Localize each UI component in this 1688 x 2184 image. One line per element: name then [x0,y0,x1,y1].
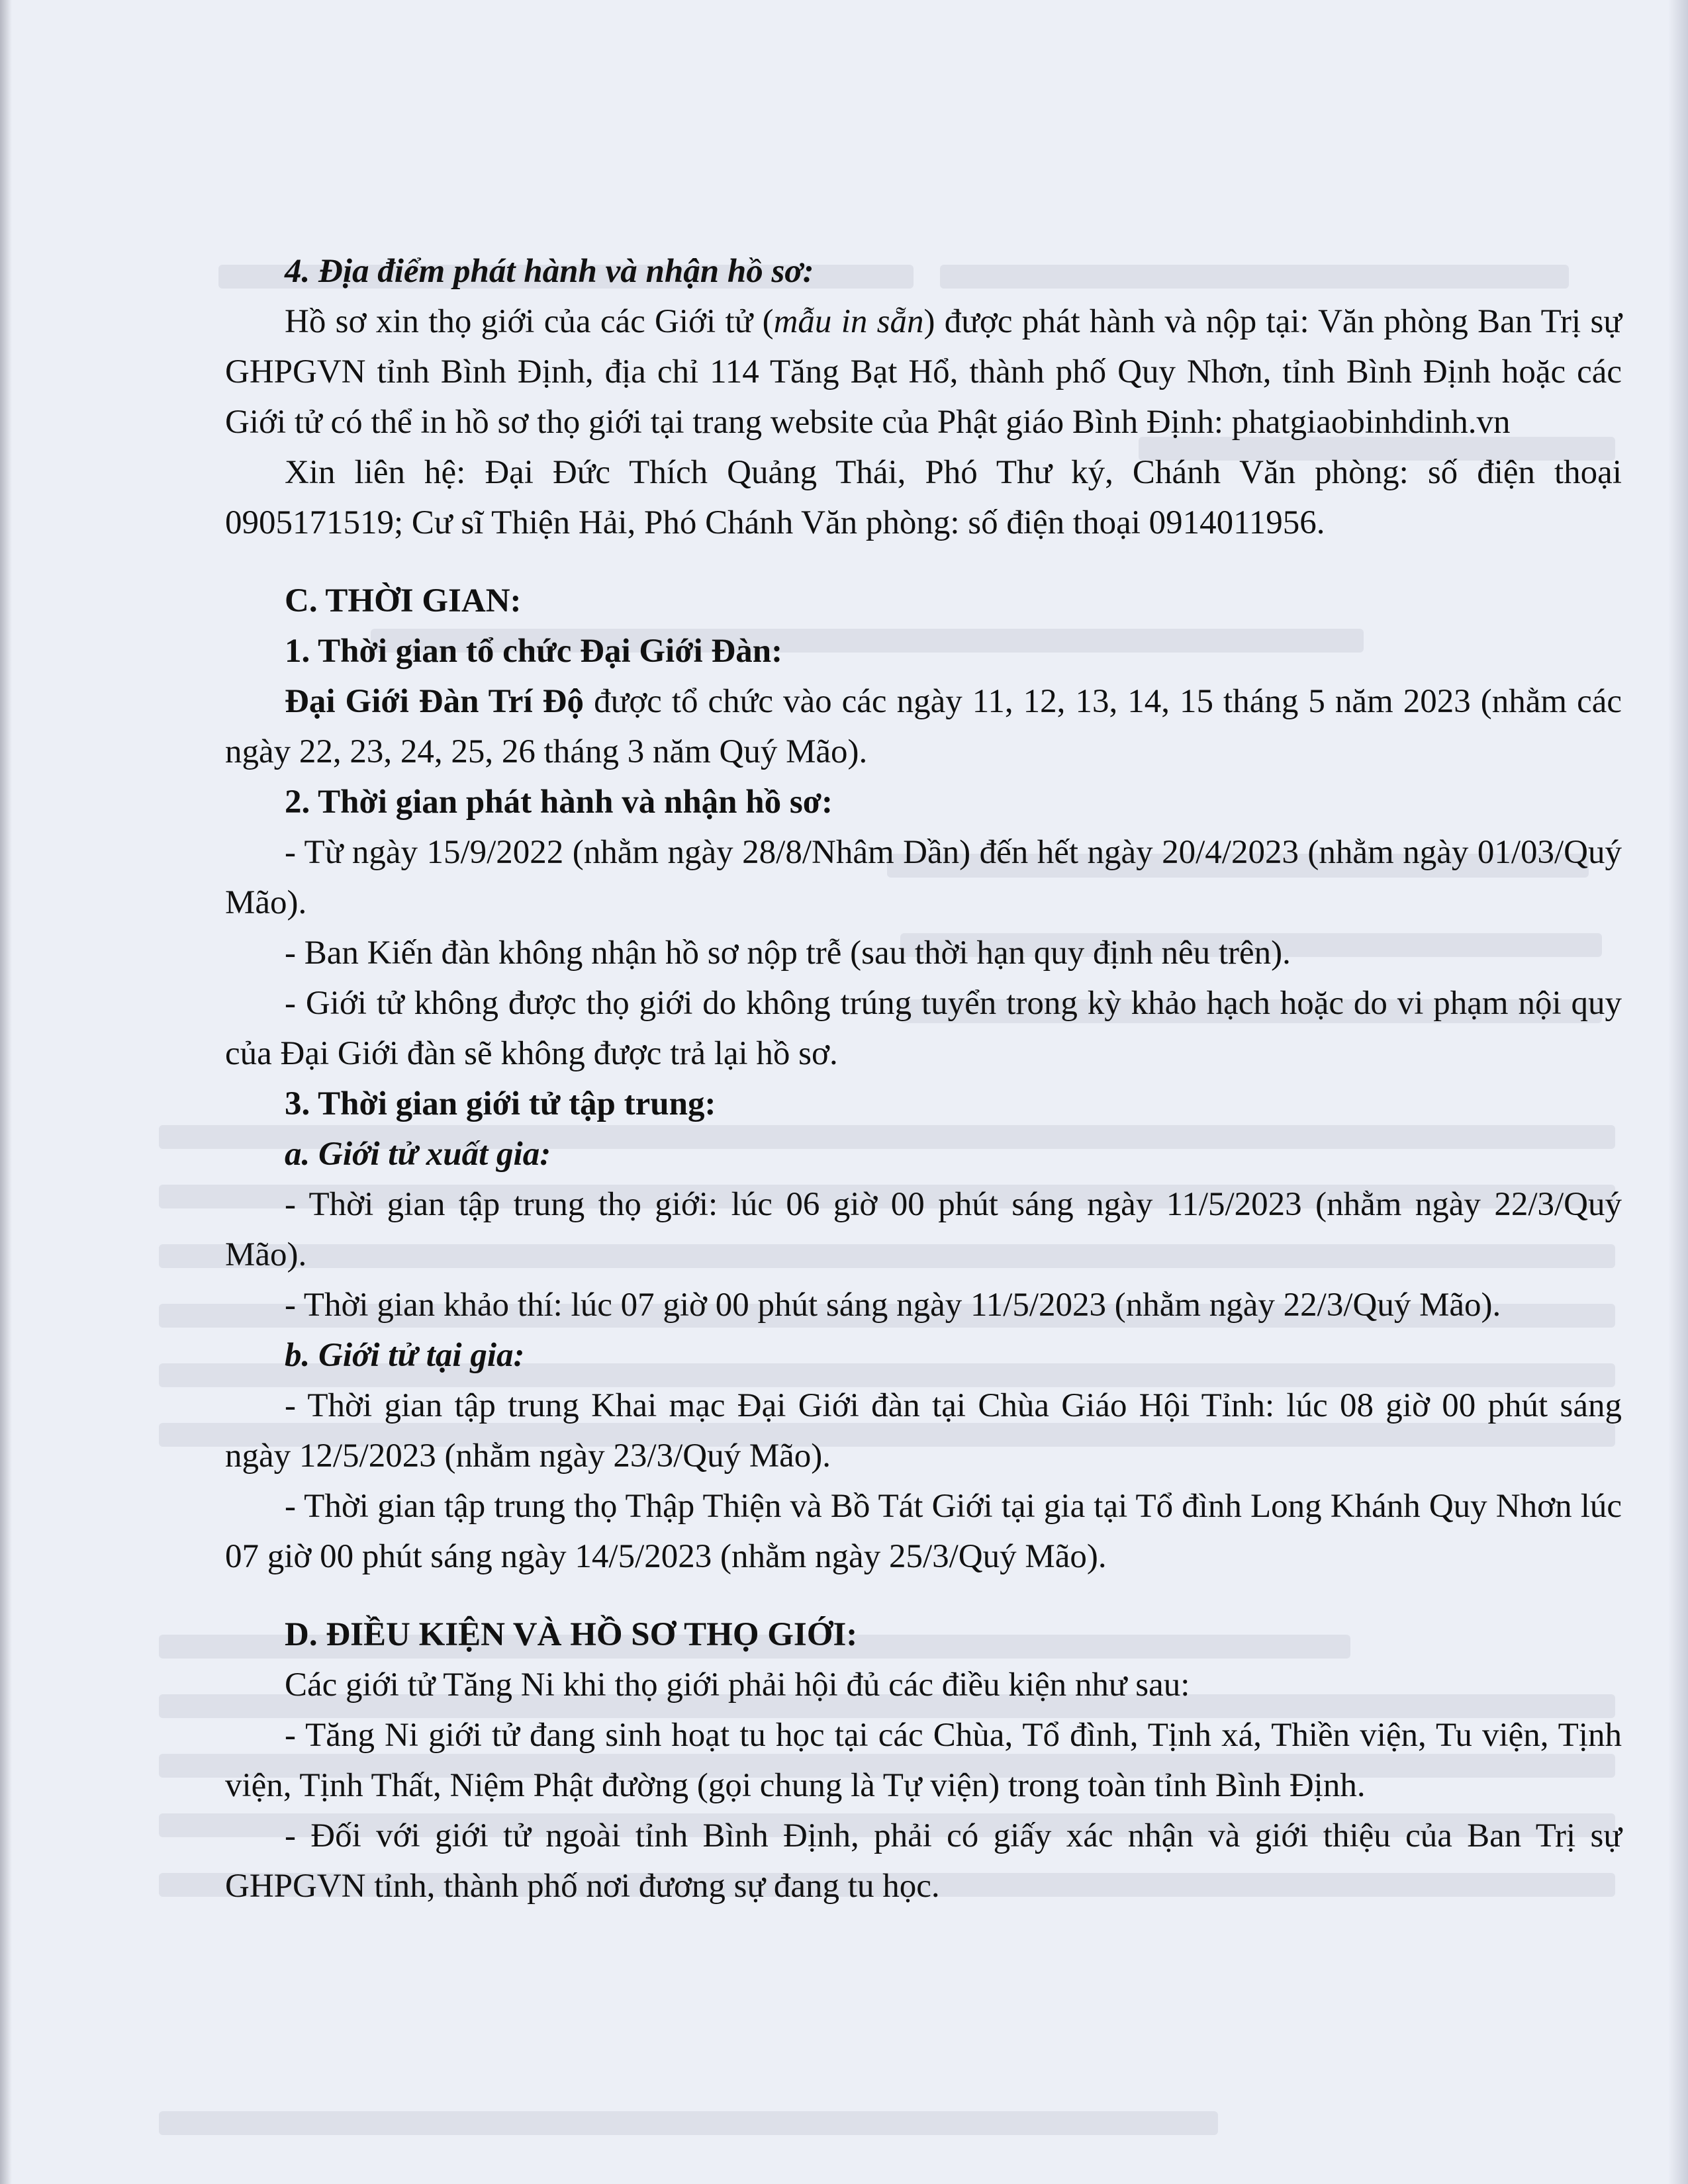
section-c-2-item: - Ban Kiến đàn không nhận hồ sơ nộp trễ (sau thời hạn quy định nêu trên). [285,934,1291,972]
section-d-title: D. ĐIỀU KIỆN VÀ HỒ SƠ THỌ GIỚI: [285,1616,858,1653]
section-c-3b-title: b. Giới tử tại gia: [285,1337,525,1374]
scan-right-edge [1668,0,1688,2184]
section-c-2-title: 2. Thời gian phát hành và nhận hồ sơ: [285,784,833,821]
section-c-title: C. THỜI GIAN: [285,582,522,619]
section-c-3b-item: - Thời gian tập trung thọ Thập Thiện và Bồ Tát Giới tại gia tại Tổ đình Long Khánh Quy Nhơn lúc 07 giờ 00 phút sáng ngày 14/5/2023 (nhằm ngày 25/3/Quý Mão). [225,1488,1622,1575]
section-d-intro: Các giới tử Tăng Ni khi thọ giới phải hội đủ các điều kiện như sau: [285,1666,1190,1704]
section-c-3-title: 3. Thời gian giới tử tập trung: [285,1085,716,1122]
section-c-1-paragraph: Đại Giới Đàn Trí Độ được tổ chức vào các ngày 11, 12, 13, 14, 15 tháng 5 năm 2023 (nhằm các ngày 22, 23, 24, 25, 26 tháng 3 năm Quý Mão). [225,683,1622,770]
event-name: Đại Giới Đàn Trí Độ [285,683,585,720]
document-body [225,246,1622,1911]
scan-left-edge [0,0,12,2184]
section-c-2-item: - Giới tử không được thọ giới do không trúng tuyển trong kỳ khảo hạch hoặc do vi phạm nội quy của Đại Giới đàn sẽ không được trả lại hồ sơ. [225,985,1622,1072]
section-c-3a-title: a. Giới tử xuất gia: [285,1136,551,1173]
section-c-3b-item: - Thời gian tập trung Khai mạc Đại Giới đàn tại Chùa Giáo Hội Tỉnh: lúc 08 giờ 00 phút sáng ngày 12/5/2023 (nhằm ngày 23/3/Quý Mão). [225,1387,1622,1475]
section-4-paragraph-1: Hồ sơ xin thọ giới của các Giới tử (mẫu in sẵn) được phát hành và nộp tại: Văn phòng Ban Trị sự GHPGVN tỉnh Bình Định, địa chỉ 114 Tăng Bạt Hổ, thành phố Quy Nhơn, tỉnh Bình Định hoặc các Giới tử có thể in hồ sơ thọ giới tại trang website của Phật giáo Bình Định: phatgiaobinhdinh.vn [225,303,1622,441]
section-d-item: - Tăng Ni giới tử đang sinh hoạt tu học tại các Chùa, Tổ đình, Tịnh xá, Thiền viện, Tu viện, Tịnh viện, Tịnh Thất, Niệm Phật đường (gọi chung là Tự viện) trong toàn tỉnh Bình Định. [225,1717,1622,1804]
section-c-1-title: 1. Thời gian tổ chức Đại Giới Đàn: [285,633,783,670]
section-4-title: 4. Địa điểm phát hành và nhận hồ sơ: [285,253,814,290]
section-d-item: - Đối với giới tử ngoài tỉnh Bình Định, phải có giấy xác nhận và giới thiệu của Ban Trị sự GHPGVN tỉnh, thành phố nơi đương sự đang tu học. [225,1817,1622,1905]
section-c-3a-item: - Thời gian tập trung thọ giới: lúc 06 giờ 00 phút sáng ngày 11/5/2023 (nhằm ngày 22/3/Quý Mão). [225,1186,1622,1273]
section-c-2-item: - Từ ngày 15/9/2022 (nhằm ngày 28/8/Nhâm Dần) đến hết ngày 20/4/2023 (nhằm ngày 01/03/Quý Mão). [225,834,1622,921]
section-4-italic-phrase: mẫu in sẵn [773,303,924,340]
section-4-paragraph-2: Xin liên hệ: Đại Đức Thích Quảng Thái, Phó Thư ký, Chánh Văn phòng: số điện thoại 0905171519; Cư sĩ Thiện Hải, Phó Chánh Văn phòng: số điện thoại 0914011956. [225,454,1622,541]
section-c-3a-item: - Thời gian khảo thí: lúc 07 giờ 00 phút sáng ngày 11/5/2023 (nhằm ngày 22/3/Quý Mão). [285,1287,1501,1324]
